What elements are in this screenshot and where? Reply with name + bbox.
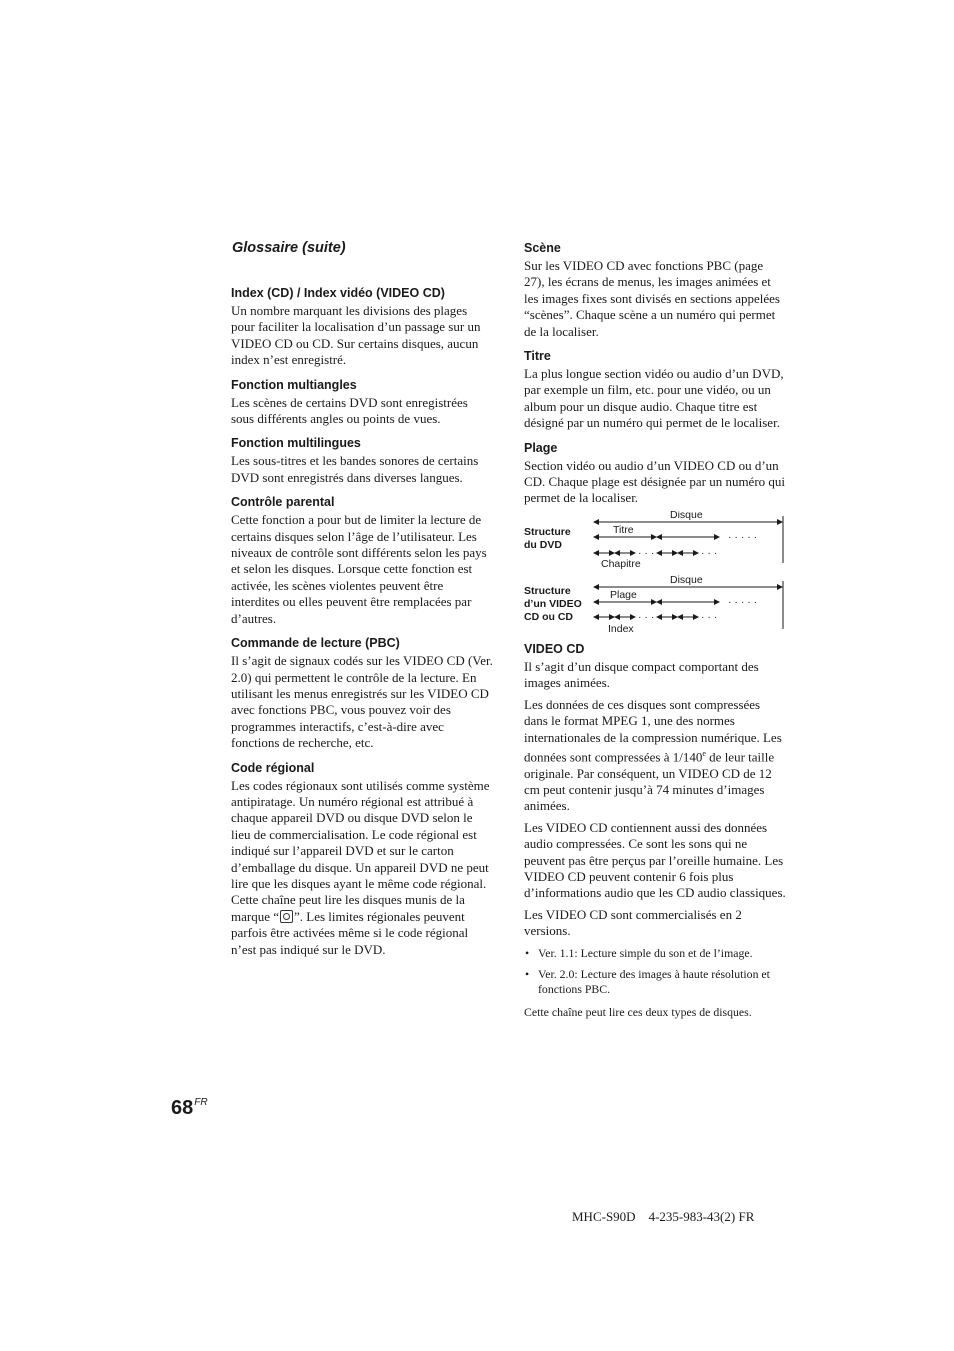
section-heading: Plage	[524, 440, 558, 455]
section-heading: Index (CD) / Index vidéo (VIDEO CD)	[231, 286, 445, 300]
dvd-chapter-label: Chapitre	[601, 557, 641, 570]
section-body: La plus longue section vidéo ou audio d’un DVD, par exemple un film, etc. pour une vidéo, ou un album pour un disque audio. Chaque titre est désigné par un numéro qui permet de le localiser.	[524, 366, 784, 431]
vcd-structure-label: CD ou CD	[524, 610, 573, 623]
section-body: Les VIDEO CD sont commercialisés en 2 versions.	[524, 906, 742, 939]
section-heading: Commande de lecture (PBC)	[231, 636, 400, 651]
model-code: MHC-S90D 4-235-983-43(2) FR	[572, 1209, 755, 1224]
continuation-dots: · · ·	[638, 610, 655, 623]
vcd-structure-label: d’un VIDEO	[524, 597, 582, 610]
vcd-index-label: Index	[608, 622, 634, 635]
right-column	[524, 240, 786, 1028]
section-index	[231, 285, 493, 369]
section-body: Les VIDEO CD contiennent aussi des données audio compressées. Ce sont les sons qui ne peuvent pas être perçus par l’oreille humaine. Les VIDEO CD peuvent contenir 6 fois plus d’informations audio que les CD audio classiques.	[524, 819, 786, 901]
section-body: Cette fonction a pour but de limiter la lecture de certains disques selon l’âge de l’utilisateur. Les niveaux de contrôle sont différents selon les pays et selon les disques. Lorsque cette fonction est activée, les scènes violentes peuvent être interdites ou elles peuvent être remplacées par d’autres.	[231, 512, 487, 626]
section-heading: VIDEO CD	[524, 641, 585, 656]
section-body: Il s’agit de signaux codés sur les VIDEO CD (Ver. 2.0) qui permettent le contrôle de la lecture. En utilisant les menus enregistrés sur les VIDEO CD avec fonctions PBC, vous pouvez voir des programmes interactifs, c’est-à-dire avec fonctions de recherche, etc.	[231, 653, 493, 751]
section-multiangles	[231, 377, 493, 428]
dvd-structure-label: du DVD	[524, 538, 562, 551]
list-item: • Ver. 2.0: Lecture des images à haute résolution et fonctions PBC.	[524, 967, 786, 997]
section-body: Les scènes de certains DVD sont enregistrées sous différents angles ou points de vues.	[231, 394, 468, 427]
body-text: de leur taille originale. Par conséquent, un VIDEO CD de 12 cm peut contenir jusqu’à 74 minutes d’images animées.	[524, 749, 775, 814]
section-heading: Contrôle parental	[231, 495, 335, 510]
page-number-value: 68	[171, 1097, 194, 1119]
region-mark-icon	[280, 910, 293, 923]
section-body: Il s’agit d’un disque compact comportant des images animées.	[524, 658, 759, 691]
section-multilingues	[231, 435, 493, 486]
section-heading: Scène	[524, 241, 561, 255]
section-body	[524, 697, 786, 815]
vcd-track-label: Plage	[610, 588, 637, 601]
continuation-dots: · · · · ·	[728, 530, 758, 543]
list-item: • Ver. 1.1: Lecture simple du son et de l’image.	[524, 946, 786, 961]
version-list	[524, 946, 786, 997]
body-text: ”. Les limites régionales peuvent parfois être activées même si le code régional n’est pas indiqué sur le DVD.	[231, 908, 469, 957]
page-number	[171, 1097, 208, 1120]
section-video-cd	[524, 641, 786, 1020]
vcd-disc-label: Disque	[670, 573, 703, 586]
continuation-dots: · · · · ·	[728, 595, 758, 608]
section-code-regional	[231, 760, 493, 958]
page-language-suffix: FR	[194, 1097, 208, 1108]
section-body: Un nombre marquant les divisions des plages pour faciliter la localisation d’un passage sur un VIDEO CD ou CD. Sur certains disques, aucun index n’est enregistré.	[231, 303, 481, 368]
continuation-dots: · · ·	[701, 546, 718, 559]
section-body	[231, 778, 493, 958]
section-heading: Code régional	[231, 760, 315, 775]
section-body: Section vidéo ou audio d’un VIDEO CD ou d’un CD. Chaque plage est désignée par un numéro qui permet de la localiser.	[524, 457, 786, 506]
section-body: Sur les VIDEO CD avec fonctions PBC (page 27), les écrans de menus, les images animées et les images fixes sont divisés en sections appelées “scènes”. Chaque scène a un numéro qui permet de la localiser.	[524, 258, 780, 339]
structure-diagram	[524, 511, 786, 637]
body-text: Les codes régionaux sont utilisés comme système antipiratage. Un numéro régional est attribué à chaque appareil DVD ou disque DVD selon le lieu de commercialisation. Le code régional est indiqué sur l’appareil DVD et sur le carton d’emballage du disque. Un appareil DVD ne peut lire que les disques ayant le même code régional. Cette chaîne peut lire les disques munis de la marque “	[231, 777, 490, 924]
section-heading: Titre	[524, 349, 551, 364]
section-plage	[524, 440, 786, 507]
dvd-disc-label: Disque	[670, 510, 703, 521]
dvd-structure-label: Structure	[524, 525, 571, 538]
section-pbc	[231, 635, 493, 751]
body-text: Les données de ces disques sont compressées dans le format MPEG 1, une des normes internationales de la compression numérique. Les données sont compressées à 1/140	[524, 696, 782, 765]
closing-note: Cette chaîne peut lire ces deux types de disques.	[524, 1004, 752, 1019]
dvd-title-label: Titre	[613, 523, 634, 536]
section-scene	[524, 240, 786, 340]
running-head: Glossaire (suite)	[232, 240, 346, 256]
section-heading: Fonction multilingues	[231, 436, 361, 451]
section-controle-parental	[231, 494, 493, 627]
continuation-dots: · · ·	[638, 546, 655, 559]
superscript: e	[702, 748, 706, 758]
vcd-structure-label: Structure	[524, 584, 571, 597]
section-body: Les sous-titres et les bandes sonores de certains DVD sont enregistrés dans diverses langues.	[231, 453, 479, 485]
section-heading: Fonction multiangles	[231, 377, 357, 392]
section-titre	[524, 348, 786, 432]
continuation-dots: · · ·	[701, 610, 718, 623]
left-column	[231, 285, 493, 966]
